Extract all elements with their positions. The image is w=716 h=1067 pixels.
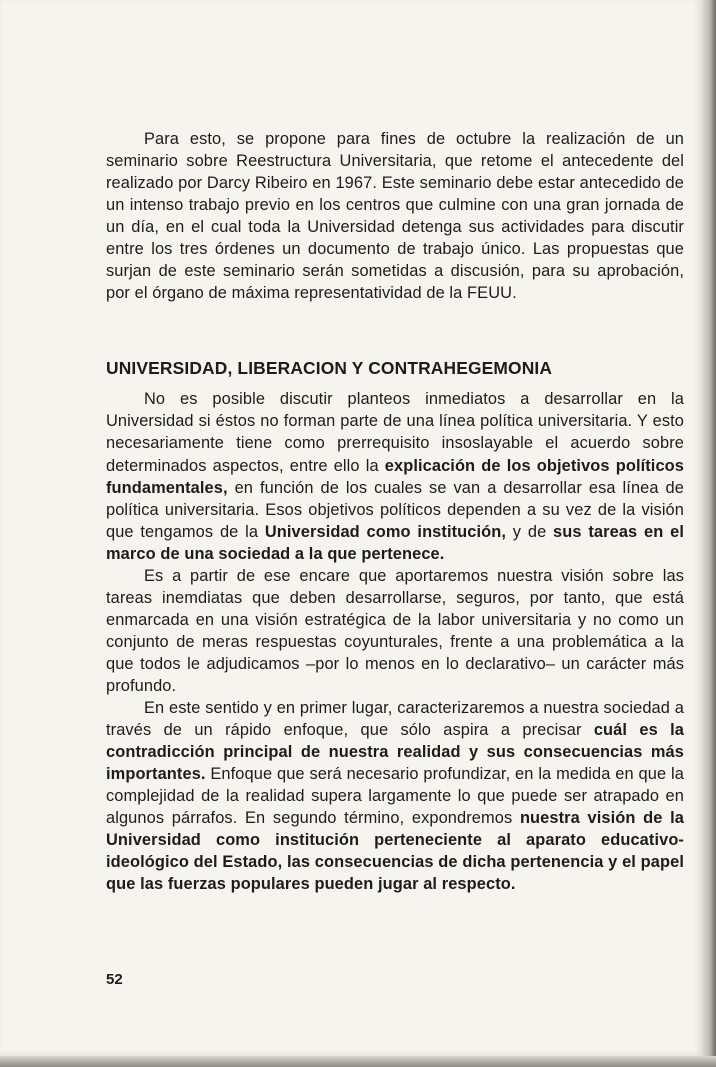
paragraph-2-bold-3: sus tareas en el marco de una sociedad a la que pertenece. xyxy=(106,522,684,563)
paragraph-4 xyxy=(106,697,684,895)
paragraph-4-text-1: En este sentido y en primer lugar, caracterizaremos a nuestra sociedad a través de un rápido enfoque, que sólo aspira a precisar xyxy=(106,699,684,740)
paragraph-2-text-1: No es posible discutir planteos inmediatos a desarrollar en la Universidad si éstos no forman parte de una línea política universitaria. Y esto necesariamente tiene como prerrequisito insoslayable el acuerdo sobre determinados aspectos, entre ello la xyxy=(106,390,684,475)
section-heading: UNIVERSIDAD, LIBERACION Y CONTRAHEGEMONIA xyxy=(106,358,553,379)
page-edge-bottom xyxy=(0,1056,716,1067)
paragraph-4-bold-2: nuestra visión de la Universidad como institución perteneciente al aparato educativo-ideológico del Estado, las consecuencias de dicha pertenencia y el papel que las fuerzas populares pueden jugar al respecto. xyxy=(106,809,684,894)
page-number: 52 xyxy=(106,971,123,988)
paragraph-4-text-2: Enfoque que será necesario profundizar, en la medida en que la complejidad de la realidad supera largamente lo que puede ser atrapado en algunos párrafos. En segundo término, expondremos xyxy=(106,765,684,828)
paragraph-2 xyxy=(106,388,684,564)
body-text xyxy=(106,128,684,895)
paragraph-2-text-2: en función de los cuales se van a desarrollar esa línea de política universitaria. Esos objetivos políticos dependen a su vez de la visión que tengamos de la xyxy=(106,478,684,541)
paragraph-3: Es a partir de ese encare que aportaremos nuestra visión sobre las tareas inemdiatas que deben desarrollarse, seguros, por tanto, que está enmarcada en una visión estratégica de la labor universitaria y no como un conjunto de meras respuestas coyunturales, frente a una problemática a la que todos le adjudicamos –por lo menos en lo declarativo– un carácter más profundo. xyxy=(106,566,684,695)
paragraph-2-bold-2: Universidad como institución, xyxy=(264,522,507,541)
paragraph-2-text-3: y de xyxy=(506,522,554,541)
paragraph-1: Para esto, se propone para fines de octubre la realización de un seminario sobre Reestructura Universitaria, que retome el antecedente del realizado por Darcy Ribeiro en 1967. Este seminario debe estar antecedido de un intenso trabajo previo en los centros que culmine con una gran jornada de un día, en el cual toda la Universidad detenga sus actividades para discutir entre los tres órdenes un documento de trabajo único. Las propuestas que surjan de este seminario serán sometidas a discusión, para su aprobación, por el órgano de máxima representatividad de la FEUU. xyxy=(106,130,684,303)
paragraph-4-bold-1: cuál es la contradicción principal de nuestra realidad y sus consecuencias más importantes. xyxy=(106,721,684,784)
page-edge-right xyxy=(700,0,716,1067)
paragraph-2-bold-1: explicación de los objetivos políticos fundamentales, xyxy=(106,456,685,497)
